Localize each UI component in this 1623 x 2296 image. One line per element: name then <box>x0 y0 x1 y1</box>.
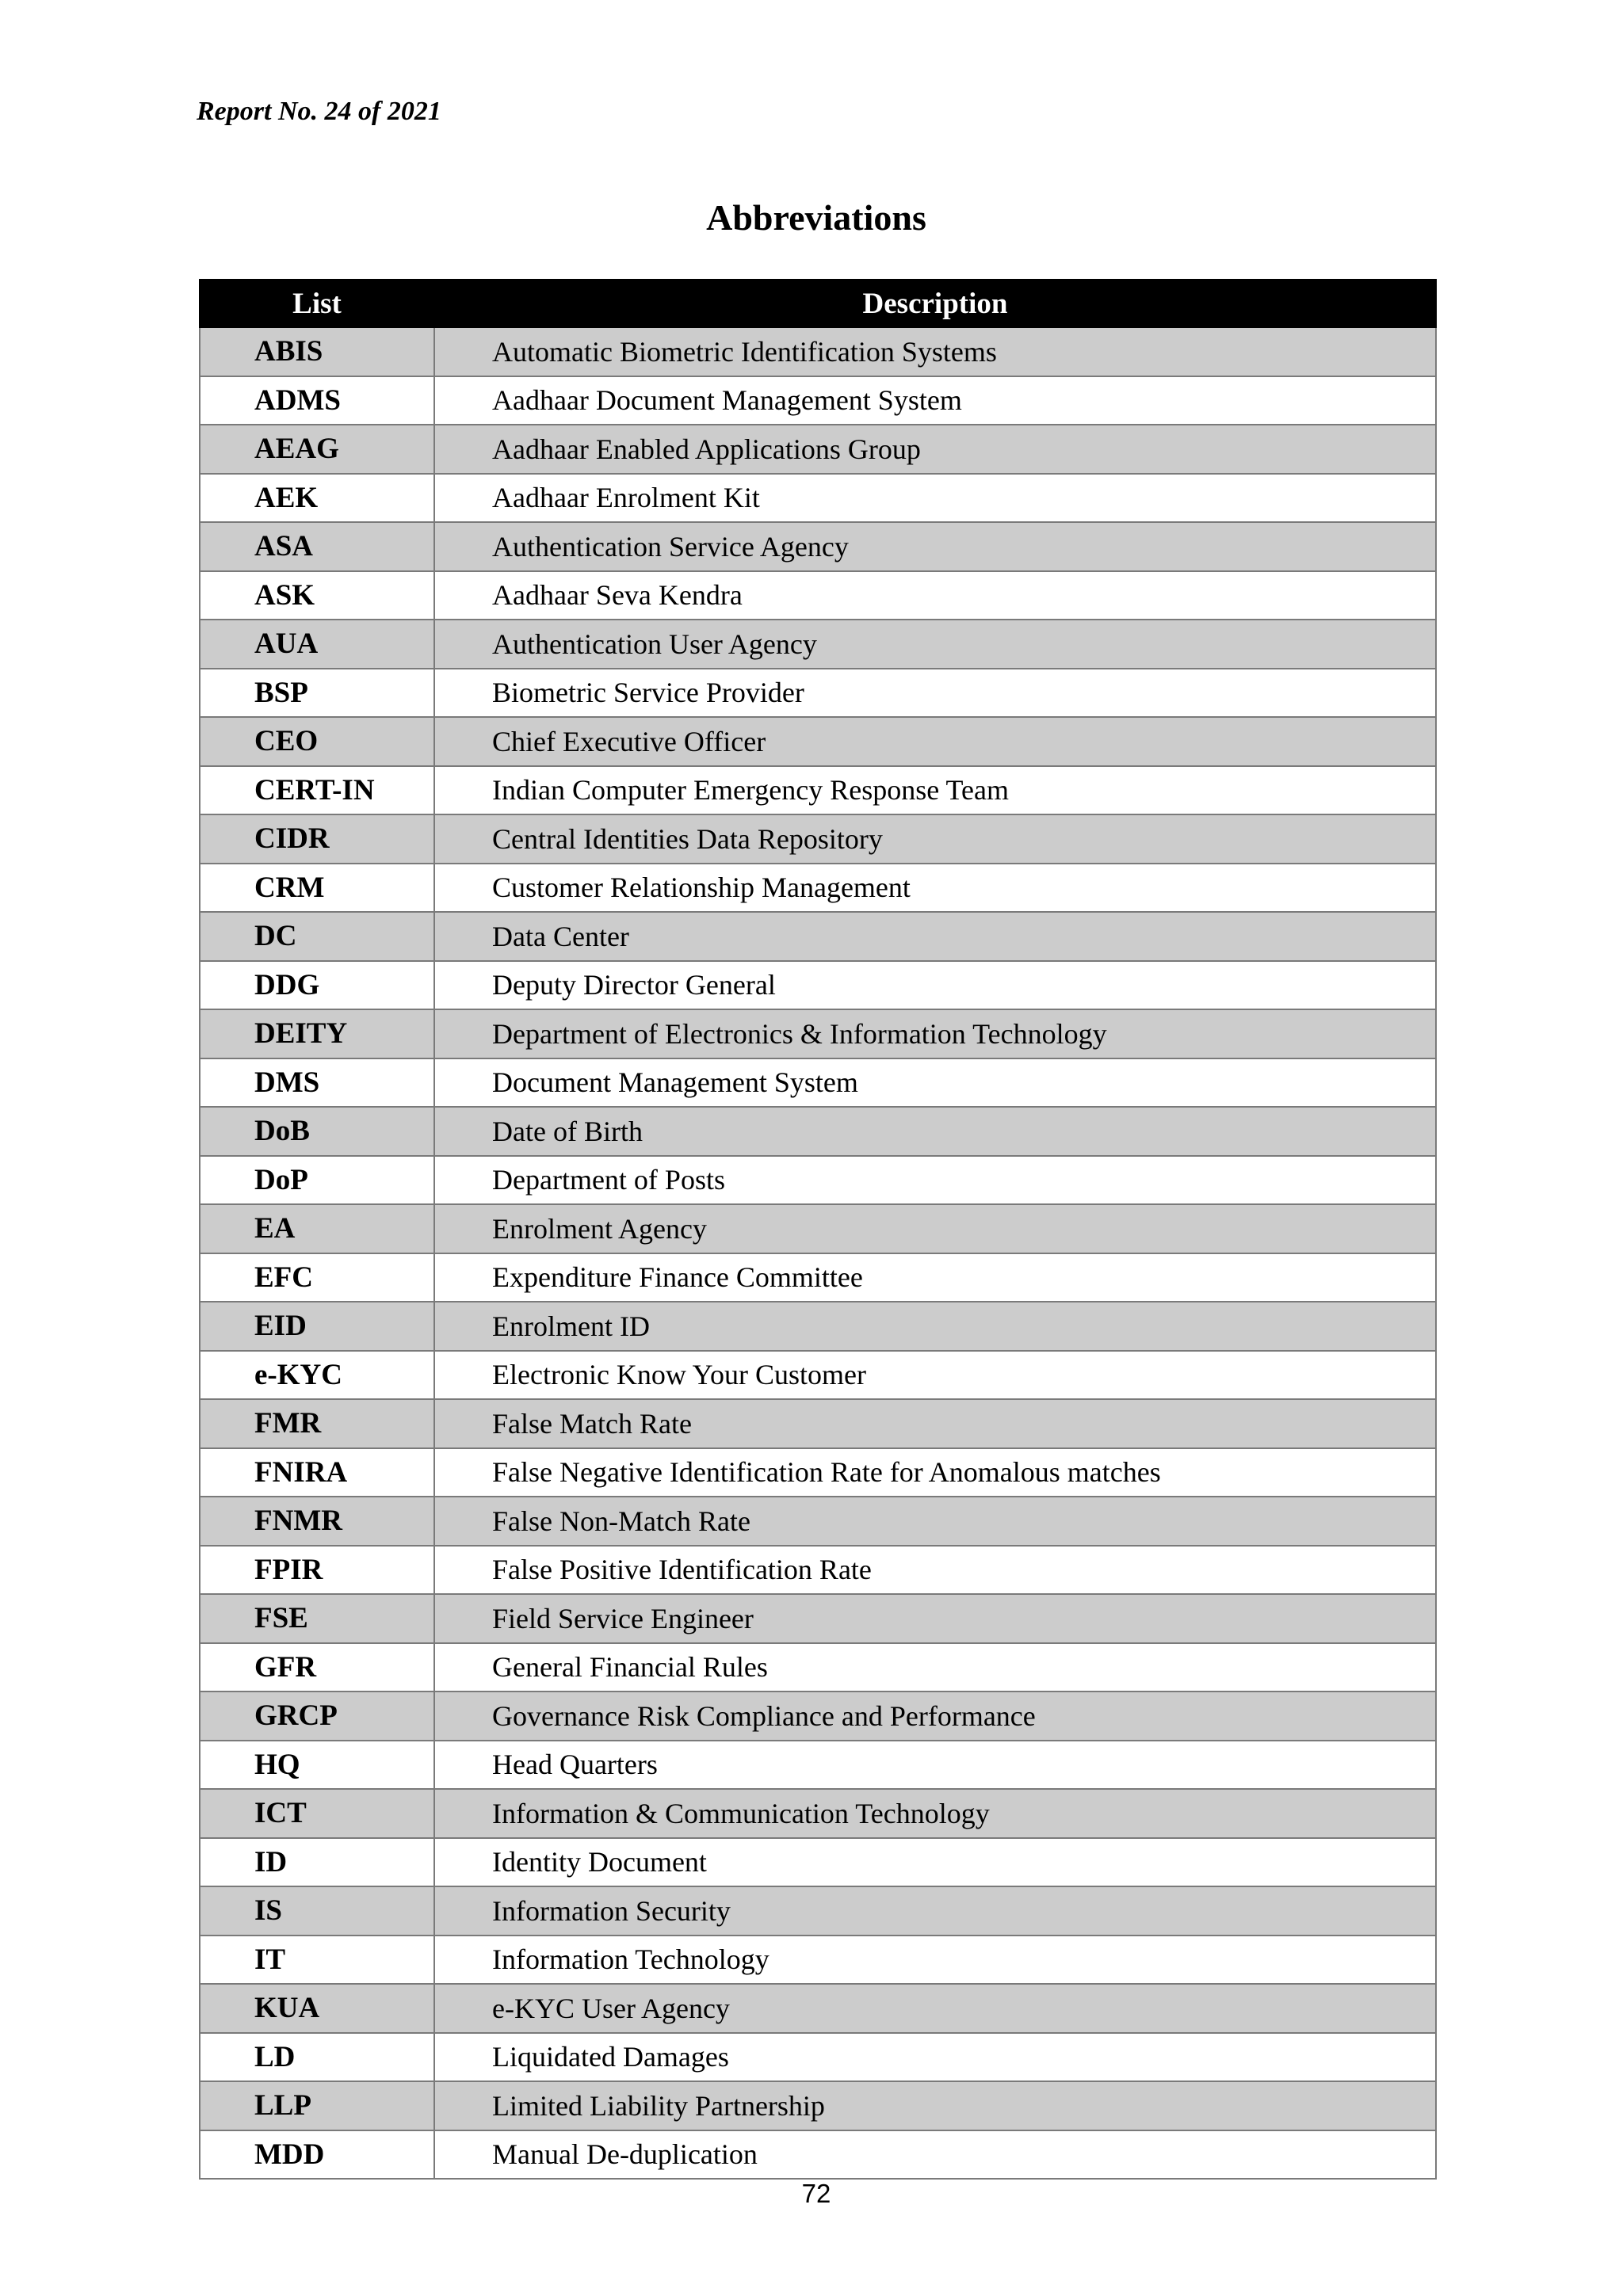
table-row <box>200 1497 1436 1546</box>
abbreviations-table <box>199 279 1437 2180</box>
table-row <box>200 2081 1436 2130</box>
description-cell: Authentication User Agency <box>434 620 1436 669</box>
abbreviation-cell: HQ <box>200 1741 434 1790</box>
table-row <box>200 1984 1436 2033</box>
description-cell: Information Security <box>434 1886 1436 1936</box>
abbreviation-cell: IS <box>200 1886 434 1936</box>
table-row <box>200 1936 1436 1985</box>
abbreviation-cell: FPIR <box>200 1546 434 1595</box>
description-cell: Enrolment Agency <box>434 1204 1436 1253</box>
table-row <box>200 522 1436 571</box>
table-row <box>200 327 1436 376</box>
description-cell: False Non-Match Rate <box>434 1497 1436 1546</box>
table-row <box>200 1838 1436 1887</box>
description-cell: Information Technology <box>434 1936 1436 1985</box>
description-cell: Expenditure Finance Committee <box>434 1253 1436 1302</box>
column-header-list: List <box>200 280 434 327</box>
table-row <box>200 814 1436 864</box>
abbreviation-cell: ASK <box>200 571 434 620</box>
description-cell: False Positive Identification Rate <box>434 1546 1436 1595</box>
abbreviation-cell: DEITY <box>200 1009 434 1058</box>
table-row <box>200 766 1436 815</box>
table-row <box>200 425 1436 474</box>
table-body <box>200 327 1436 2179</box>
abbreviation-cell: DC <box>200 912 434 961</box>
table-row <box>200 1594 1436 1643</box>
description-cell: Aadhaar Document Management System <box>434 376 1436 425</box>
description-cell: Department of Electronics & Information Technology <box>434 1009 1436 1058</box>
abbreviation-cell: CIDR <box>200 814 434 864</box>
description-cell: Aadhaar Enabled Applications Group <box>434 425 1436 474</box>
table-row <box>200 1448 1436 1497</box>
table-row <box>200 1546 1436 1595</box>
description-cell: Limited Liability Partnership <box>434 2081 1436 2130</box>
abbreviation-cell: CRM <box>200 864 434 913</box>
description-cell: Electronic Know Your Customer <box>434 1351 1436 1400</box>
abbreviation-cell: CERT-IN <box>200 766 434 815</box>
table-row <box>200 1058 1436 1108</box>
abbreviation-cell: ASA <box>200 522 434 571</box>
description-cell: Field Service Engineer <box>434 1594 1436 1643</box>
table-row <box>200 1009 1436 1058</box>
description-cell: Authentication Service Agency <box>434 522 1436 571</box>
table-row <box>200 1156 1436 1205</box>
description-cell: Aadhaar Seva Kendra <box>434 571 1436 620</box>
abbreviation-cell: ICT <box>200 1789 434 1838</box>
description-cell: Department of Posts <box>434 1156 1436 1205</box>
table-row <box>200 620 1436 669</box>
abbreviation-cell: DoB <box>200 1107 434 1156</box>
page-title: Abbreviations <box>706 197 926 238</box>
table-row <box>200 1351 1436 1400</box>
abbreviation-cell: KUA <box>200 1984 434 2033</box>
description-cell: Document Management System <box>434 1058 1436 1108</box>
table-row <box>200 1107 1436 1156</box>
table-row <box>200 474 1436 523</box>
table-row <box>200 717 1436 766</box>
table-row <box>200 669 1436 718</box>
abbreviation-cell: EA <box>200 1204 434 1253</box>
abbreviation-cell: LLP <box>200 2081 434 2130</box>
description-cell: Identity Document <box>434 1838 1436 1887</box>
abbreviation-cell: ADMS <box>200 376 434 425</box>
description-cell: Automatic Biometric Identification Systems <box>434 327 1436 376</box>
table-row <box>200 912 1436 961</box>
abbreviation-cell: DMS <box>200 1058 434 1108</box>
abbreviation-cell: DoP <box>200 1156 434 1205</box>
description-cell: e-KYC User Agency <box>434 1984 1436 2033</box>
description-cell: Central Identities Data Repository <box>434 814 1436 864</box>
description-cell: Data Center <box>434 912 1436 961</box>
abbreviation-cell: MDD <box>200 2130 434 2180</box>
description-cell: False Negative Identification Rate for Anomalous matches <box>434 1448 1436 1497</box>
table-row <box>200 1886 1436 1936</box>
description-cell: General Financial Rules <box>434 1643 1436 1692</box>
report-number-header: Report No. 24 of 2021 <box>197 97 441 126</box>
description-cell: Manual De-duplication <box>434 2130 1436 2180</box>
abbreviation-cell: IT <box>200 1936 434 1985</box>
table-row <box>200 2033 1436 2082</box>
table-header-row <box>200 280 1436 327</box>
table-row <box>200 1643 1436 1692</box>
abbreviation-cell: FMR <box>200 1399 434 1448</box>
column-header-description: Description <box>434 280 1436 327</box>
description-cell: Aadhaar Enrolment Kit <box>434 474 1436 523</box>
abbreviation-cell: EID <box>200 1302 434 1351</box>
table-row <box>200 571 1436 620</box>
table-row <box>200 864 1436 913</box>
description-cell: False Match Rate <box>434 1399 1436 1448</box>
abbreviation-cell: CEO <box>200 717 434 766</box>
page-number: 72 <box>801 2179 831 2208</box>
description-cell: Governance Risk Compliance and Performance <box>434 1691 1436 1741</box>
table-row <box>200 2130 1436 2180</box>
description-cell: Enrolment ID <box>434 1302 1436 1351</box>
description-cell: Head Quarters <box>434 1741 1436 1790</box>
table-row <box>200 1399 1436 1448</box>
table-row <box>200 1691 1436 1741</box>
description-cell: Date of Birth <box>434 1107 1436 1156</box>
abbreviation-cell: ABIS <box>200 327 434 376</box>
abbreviation-cell: GRCP <box>200 1691 434 1741</box>
abbreviation-cell: AEAG <box>200 425 434 474</box>
abbreviation-cell: FSE <box>200 1594 434 1643</box>
abbreviation-cell: LD <box>200 2033 434 2082</box>
table-row <box>200 1253 1436 1302</box>
table-row <box>200 1789 1436 1838</box>
description-cell: Biometric Service Provider <box>434 669 1436 718</box>
description-cell: Customer Relationship Management <box>434 864 1436 913</box>
abbreviation-cell: BSP <box>200 669 434 718</box>
table-row <box>200 961 1436 1010</box>
abbreviation-cell: FNMR <box>200 1497 434 1546</box>
abbreviation-cell: AEK <box>200 474 434 523</box>
table-row <box>200 1302 1436 1351</box>
table-row <box>200 1204 1436 1253</box>
abbreviation-cell: e-KYC <box>200 1351 434 1400</box>
table-row <box>200 1741 1436 1790</box>
abbreviation-cell: GFR <box>200 1643 434 1692</box>
abbreviation-cell: AUA <box>200 620 434 669</box>
abbreviation-cell: DDG <box>200 961 434 1010</box>
description-cell: Indian Computer Emergency Response Team <box>434 766 1436 815</box>
abbreviation-cell: ID <box>200 1838 434 1887</box>
abbreviation-cell: FNIRA <box>200 1448 434 1497</box>
description-cell: Chief Executive Officer <box>434 717 1436 766</box>
table-row <box>200 376 1436 425</box>
abbreviation-cell: EFC <box>200 1253 434 1302</box>
description-cell: Information & Communication Technology <box>434 1789 1436 1838</box>
description-cell: Liquidated Damages <box>434 2033 1436 2082</box>
description-cell: Deputy Director General <box>434 961 1436 1010</box>
